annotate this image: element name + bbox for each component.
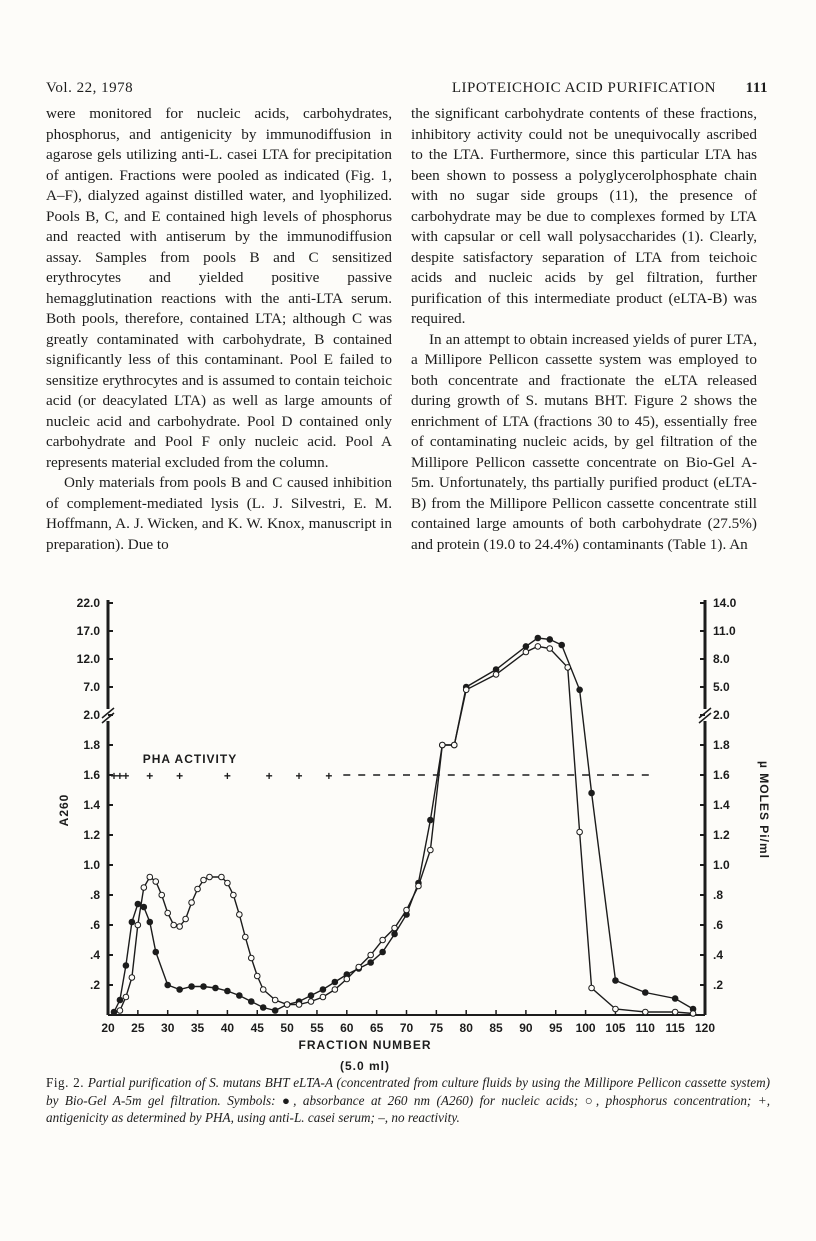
a260-point — [153, 949, 159, 955]
phosphorus-point — [344, 976, 350, 982]
a260-point — [141, 904, 147, 910]
page-number: 111 — [745, 80, 768, 96]
left-column — [46, 104, 392, 555]
x-tick-label: 55 — [310, 1021, 324, 1035]
phosphorus-point — [201, 877, 207, 883]
x-tick-label: 40 — [220, 1021, 235, 1035]
right-column — [411, 104, 757, 555]
y-right-tick-label: 14.0 — [713, 596, 737, 610]
a260-point — [643, 990, 649, 996]
x-tick-label: 105 — [605, 1021, 626, 1035]
phosphorus-point — [231, 892, 237, 898]
phosphorus-point — [392, 925, 398, 931]
phosphorus-point — [195, 886, 201, 892]
y-left-tick-label: .8 — [89, 888, 100, 902]
x-tick-label: 50 — [280, 1021, 294, 1035]
phosphorus-point — [117, 1008, 123, 1014]
y-left-tick-label: .2 — [89, 978, 100, 992]
phosphorus-point — [147, 874, 153, 880]
x-axis-sublabel: (5.0 ml) — [339, 1059, 391, 1073]
a260-point — [392, 931, 398, 937]
y-left-tick-label: .6 — [89, 918, 100, 932]
y-right-tick-label: 1.2 — [713, 828, 730, 842]
paragraph: Only materials from pools B and C caused inhibition of complement-mediated lysis (L. J. Silvestri, E. M. Hoffmann, A. J. Wicken, and K. W. Knox, manuscript in preparation). Due to — [46, 474, 392, 553]
pha-positive-mark: + — [295, 769, 303, 783]
x-tick-label: 60 — [340, 1021, 354, 1035]
a260-point — [135, 901, 141, 907]
phosphorus-point — [308, 999, 314, 1005]
y-right-tick-label: 2.0 — [713, 708, 730, 722]
y-left-tick-label: 22.0 — [76, 596, 100, 610]
phosphorus-point — [493, 672, 499, 678]
series-phosphorus-line — [120, 646, 693, 1013]
phosphorus-point — [177, 924, 183, 930]
y-right-tick-label: 1.6 — [713, 768, 730, 782]
pha-positive-mark: + — [110, 769, 118, 783]
x-tick-label: 90 — [519, 1021, 533, 1035]
phosphorus-point — [207, 874, 213, 880]
x-tick-label: 80 — [459, 1021, 473, 1035]
x-tick-label: 95 — [549, 1021, 563, 1035]
phosphorus-point — [440, 742, 446, 748]
pha-positive-mark: + — [122, 769, 130, 783]
a260-point — [523, 644, 529, 650]
x-tick-label: 25 — [131, 1021, 145, 1035]
x-tick-label: 45 — [250, 1021, 264, 1035]
a260-point — [368, 960, 374, 966]
a260-point — [589, 790, 595, 796]
a260-point — [547, 637, 553, 643]
a260-point — [272, 1008, 278, 1014]
a260-point — [613, 978, 619, 984]
y-right-tick-label: 1.8 — [713, 738, 730, 752]
phosphorus-point — [135, 922, 141, 928]
x-tick-label: 100 — [575, 1021, 596, 1035]
y-left-tick-label: .4 — [89, 948, 100, 962]
phosphorus-point — [165, 910, 171, 916]
pha-positive-mark: + — [146, 769, 154, 783]
phosphorus-point — [451, 742, 457, 748]
phosphorus-point — [237, 912, 243, 918]
x-tick-label: 110 — [635, 1021, 655, 1035]
a260-point — [111, 1009, 117, 1015]
pha-positive-mark: + — [116, 769, 124, 783]
phosphorus-point — [123, 994, 129, 1000]
phosphorus-point — [380, 937, 386, 943]
a260-point — [428, 817, 434, 823]
figure-2 — [40, 580, 780, 1080]
pha-activity-label: PHA ACTIVITY — [142, 752, 238, 766]
pha-positive-mark: + — [325, 769, 333, 783]
a260-point — [260, 1005, 266, 1011]
phosphorus-point — [296, 1002, 302, 1008]
phosphorus-point — [535, 644, 541, 650]
x-tick-label: 75 — [429, 1021, 444, 1035]
a260-point — [147, 919, 153, 925]
page-header — [46, 80, 768, 102]
y-right-tick-label: .8 — [713, 888, 724, 902]
phosphorus-point — [225, 880, 231, 886]
y-right-tick-label: 8.0 — [713, 652, 730, 666]
phosphorus-point — [404, 907, 410, 913]
x-tick-label: 65 — [369, 1021, 384, 1035]
phosphorus-point — [171, 922, 177, 928]
volume-label: Vol. 22, 1978 — [46, 80, 134, 96]
paragraph: were monitored for nucleic acids, carbohydrates, phosphorus, and antigenicity by immunodiffusion in agarose gels utilizing anti-L. casei LTA for precipitation of antigen. Fractions were pooled as indicated (Fig. 1, A–F), dialyzed against distilled water, and lyophilized. Pools B, C, and E contained high levels of phosphorus and reacted with antiserum by the immunodiffusion assay. Samples from pools B and C sensitized erythrocytes and yielded positive passive hemagglutination reactions with the anti-LTA serum. Both pools, therefore, contained LTA; although C was greatly contaminated with carbohydrate, B contained significantly less of this contaminant. Pool E failed to sensitize erythrocytes and is assumed to contain teichoic acid (or deacylated LTA) as well as large amounts of nucleic acid and carbohydrate. Pool D contained only carbohydrate and Pool F only nucleic acid. Pool A represents material excluded from the column. — [46, 105, 392, 471]
phosphorus-point — [284, 1002, 290, 1008]
phosphorus-point — [643, 1009, 649, 1015]
figure-caption — [46, 1074, 770, 1127]
phosphorus-point — [219, 874, 225, 880]
axis-break-mark — [699, 708, 711, 718]
phosphorus-point — [523, 649, 529, 655]
phosphorus-point — [416, 883, 422, 889]
x-tick-label: 20 — [101, 1021, 115, 1035]
a260-point — [320, 987, 326, 993]
phosphorus-point — [320, 994, 326, 1000]
caption-text: Partial purification of S. mutans BHT eLTA-A (concentrated from culture fluids by using the Millipore Pellicon cassette system) by Bio-Gel A-5m gel filtration. Symbols: ●, absorbance at 260 nm (A260) for nucleic acids; ○, phosphorus concentration; +, antigenicity as determined by PHA, using anti-L. casei serum; –, no reactivity. — [46, 1075, 770, 1125]
running-title: LIPOTEICHOIC ACID PURIFICATION — [451, 80, 716, 96]
a260-point — [237, 993, 243, 999]
phosphorus-point — [141, 885, 147, 891]
pha-positive-mark: + — [176, 769, 184, 783]
a260-point — [117, 997, 123, 1003]
phosphorus-point — [243, 934, 249, 940]
caption-label: Fig. 2. — [46, 1075, 85, 1090]
x-axis-label: FRACTION NUMBER — [298, 1038, 432, 1052]
y-right-tick-label: 11.0 — [713, 624, 736, 638]
phosphorus-point — [690, 1011, 696, 1017]
a260-point — [535, 635, 541, 641]
a260-point — [577, 687, 583, 693]
y-right-tick-label: 5.0 — [713, 680, 730, 694]
series-a260-line — [114, 638, 693, 1012]
y-left-tick-label: 12.0 — [76, 652, 100, 666]
y-left-tick-label: 2.0 — [83, 708, 100, 722]
phosphorus-point — [189, 900, 195, 906]
y-left-tick-label: 1.0 — [83, 858, 100, 872]
phosphorus-point — [589, 985, 595, 991]
y-right-tick-label: .2 — [713, 978, 724, 992]
phosphorus-point — [254, 973, 260, 979]
x-tick-label: 120 — [694, 1021, 716, 1035]
phosphorus-point — [248, 955, 254, 961]
y-axis-left-label: A260 — [57, 793, 71, 827]
x-tick-label: 70 — [399, 1021, 414, 1035]
y-right-tick-label: .4 — [713, 948, 724, 962]
phosphorus-point — [356, 964, 362, 970]
a260-point — [308, 993, 314, 999]
a260-point — [559, 642, 565, 648]
phosphorus-point — [565, 665, 571, 671]
phosphorus-point — [183, 916, 189, 922]
a260-point — [165, 982, 171, 988]
y-left-tick-label: 1.8 — [83, 738, 100, 752]
y-right-tick-label: 1.0 — [713, 858, 730, 872]
phosphorus-point — [577, 829, 583, 835]
a260-point — [201, 984, 207, 990]
y-left-tick-label: 7.0 — [83, 680, 100, 694]
a260-point — [248, 999, 254, 1005]
y-left-tick-label: 1.4 — [83, 798, 100, 812]
phosphorus-point — [159, 892, 165, 898]
a260-point — [123, 963, 129, 969]
phosphorus-point — [272, 997, 278, 1003]
paragraph: In an attempt to obtain increased yields of purer LTA, a Millipore Pellicon cassette system was employed to both concentrate and fractionate the eLTA released during growth of S. mutans BHT. Figure 2 shows the enrichment of LTA (fractions 30 to 45), essentially free of contaminating nucleic acids, by gel filtration of the Millipore Pellicon cassette concentrate on Bio-Gel A-5m. Unfortunately, ths partially purified product (eLTA-B) from the Millipore Pellicon cassette concentrate still contained large amounts of both carbohydrate (27.5%) and protein (19.0 to 24.4%) contaminants (Table 1). An — [411, 330, 757, 553]
a260-point — [332, 979, 338, 985]
a260-point — [129, 919, 135, 925]
phosphorus-point — [129, 975, 135, 981]
a260-point — [672, 996, 678, 1002]
x-tick-label: 85 — [489, 1021, 503, 1035]
x-tick-label: 115 — [665, 1021, 685, 1035]
a260-point — [189, 984, 195, 990]
phosphorus-point — [332, 987, 338, 993]
y-axis-right-label: µ MOLES Pi/ml — [757, 761, 771, 859]
paragraph: the significant carbohydrate contents of these fractions, inhibitory activity could not be unequivocally ascribed to the LTA. Furthermore, since this particular LTA has been shown to possess a polyglycerolphosphate chain with no sugar side groups (11), the presence of carbohydrate may be due to complexes formed by LTA with capsular or cell wall polysaccharides (1). Clearly, despite satisfactory separation of LTA from teichoic acids and nucleic acids by gel filtration, further purification of this intermediate product (eLTA-B) was required. — [411, 105, 757, 327]
a260-point — [177, 987, 183, 993]
pha-positive-mark: + — [223, 769, 231, 783]
phosphorus-point — [368, 952, 374, 958]
y-left-tick-label: 1.6 — [83, 768, 100, 782]
y-right-tick-label: 1.4 — [713, 798, 730, 812]
y-right-tick-label: .6 — [713, 918, 724, 932]
phosphorus-point — [428, 847, 434, 853]
y-left-tick-label: 1.2 — [83, 828, 100, 842]
a260-point — [380, 949, 386, 955]
pha-positive-mark: + — [265, 769, 273, 783]
phosphorus-point — [613, 1006, 619, 1012]
y-left-tick-label: 17.0 — [76, 624, 100, 638]
phosphorus-point — [153, 879, 159, 885]
chromatography-chart — [40, 580, 780, 1075]
a260-point — [213, 985, 219, 991]
a260-point — [225, 988, 231, 994]
phosphorus-point — [547, 646, 553, 652]
x-tick-label: 35 — [190, 1021, 205, 1035]
phosphorus-point — [672, 1009, 678, 1015]
phosphorus-point — [463, 687, 469, 693]
phosphorus-point — [260, 987, 266, 993]
axis-break-mark — [102, 708, 114, 718]
x-tick-label: 30 — [161, 1021, 175, 1035]
